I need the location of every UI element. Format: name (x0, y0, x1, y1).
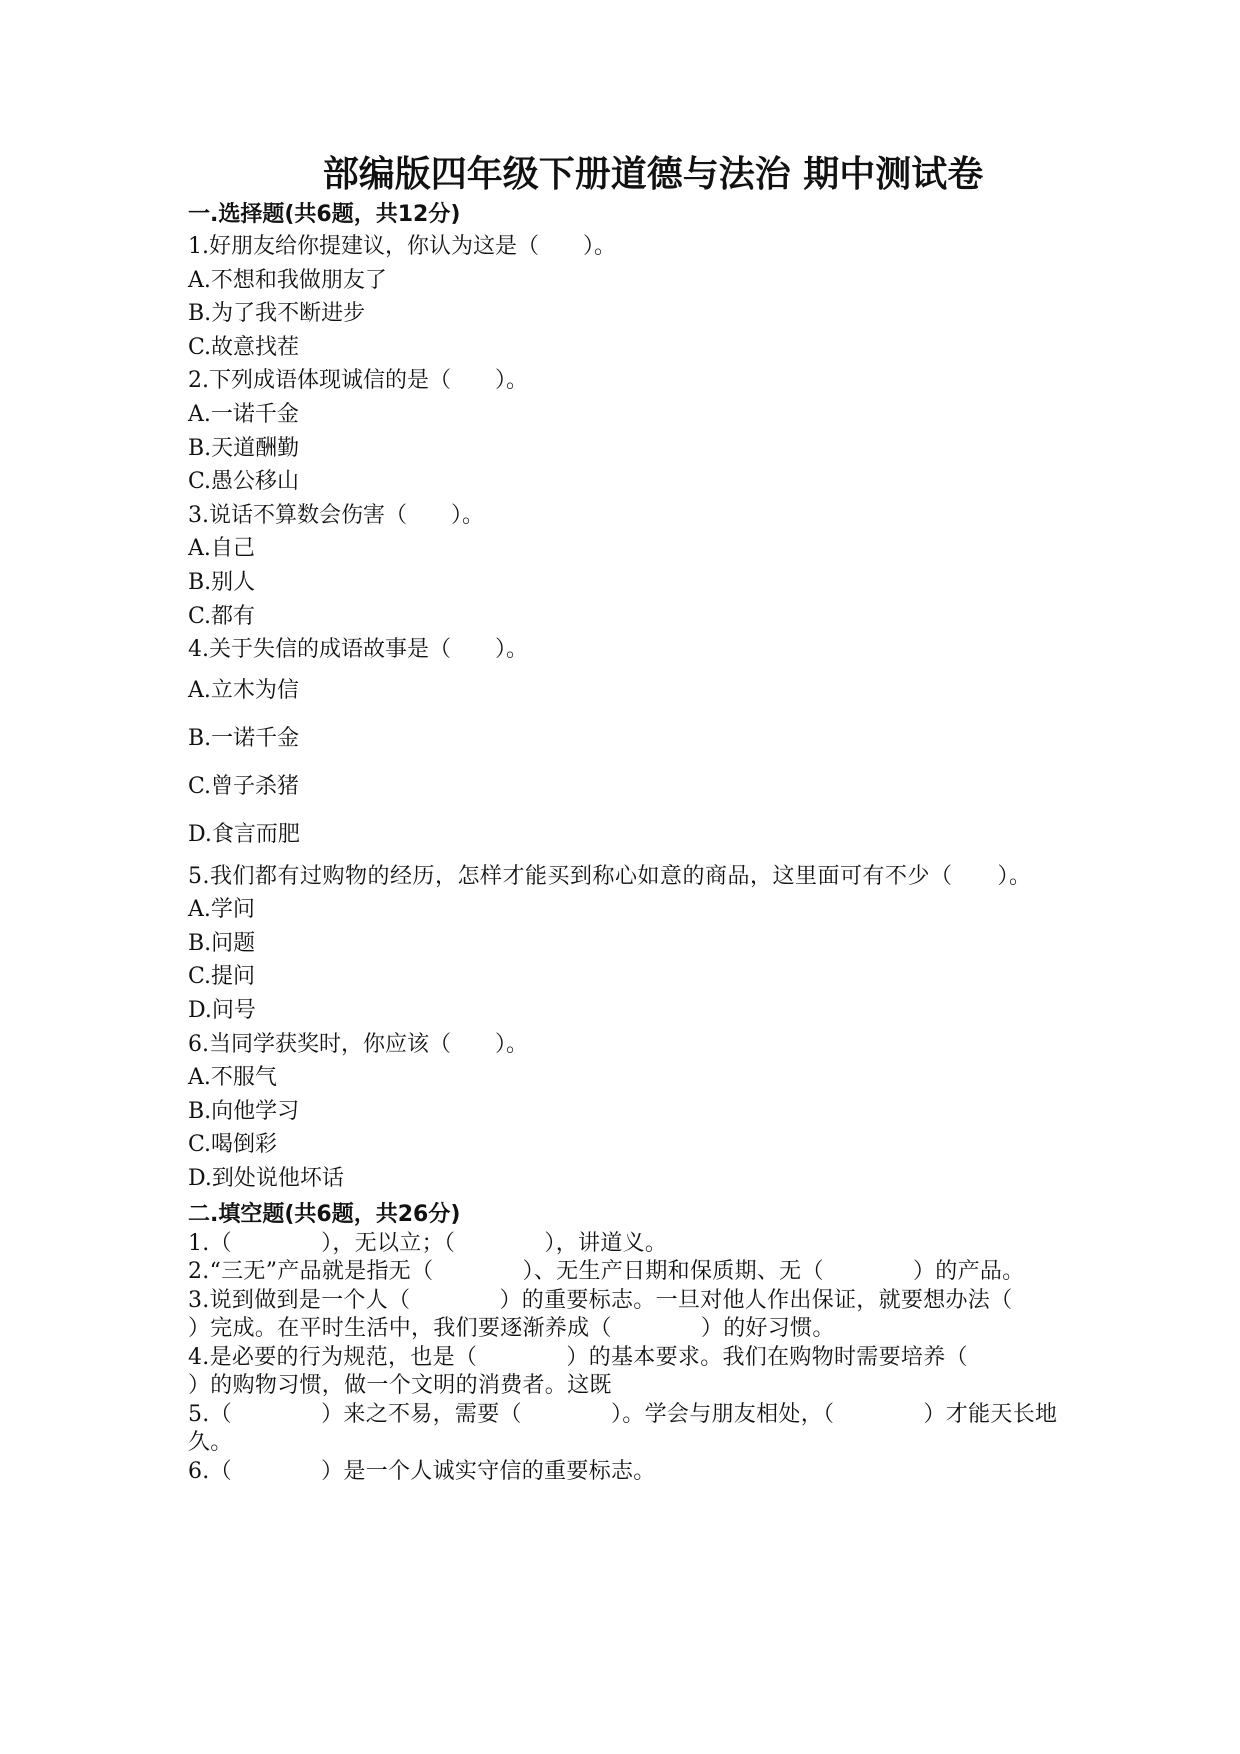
answer-option: A.不想和我做朋友了 (188, 267, 387, 293)
answer-option: C.提问 (188, 964, 256, 990)
fill-question: 5.（ ）来之不易，需要（ ）。学会与朋友相处，（ ）才能天长地久。 (188, 1401, 1058, 1456)
answer-option: B.天道酬勤 (188, 435, 300, 461)
fill-question: 3.说到做到是一个人（ ）的重要标志。一旦对他人作出保证，就要想办法（ ）完成。在平时生活中，我们要逐渐养成（ ）的好习惯。 (188, 1287, 1102, 1342)
answer-option: A.立木为信 (188, 677, 299, 703)
answer-option: D.到处说他坏话 (188, 1165, 344, 1191)
answer-option: A.自己 (188, 536, 255, 562)
question-stem: 3.说话不算数会伤害（ ）。 (188, 502, 484, 528)
answer-option: B.向他学习 (188, 1098, 300, 1124)
question-stem: 5.我们都有过购物的经历，怎样才能买到称心如意的商品，这里面可有不少（ ）。 (188, 863, 1032, 889)
answer-option: A.一诺千金 (188, 401, 299, 427)
question-stem: 2.下列成语体现诚信的是（ ）。 (188, 368, 528, 394)
answer-option: C.故意找茬 (188, 334, 300, 360)
fill-question: 4.是必要的行为规范，也是（ ）的基本要求。我们在购物时需要培养（ ）的购物习惯，做一个文明的消费者。这既 (188, 1344, 1057, 1399)
answer-option: B.问题 (188, 930, 256, 956)
answer-option: C.喝倒彩 (188, 1132, 278, 1158)
section-heading-choice: 一.选择题(共6题，共12分) (188, 202, 461, 227)
answer-option: C.曾子杀猪 (188, 773, 300, 799)
answer-option: A.学问 (188, 897, 255, 923)
answer-option: C.愚公移山 (188, 469, 300, 495)
answer-option: B.别人 (188, 569, 256, 595)
fill-question: 1.（ ），无以立；（ ），讲道义。 (188, 1230, 668, 1256)
exam-page (188, 150, 1102, 1486)
answer-option: C.都有 (188, 603, 256, 629)
exam-title: 部编版四年级下册道德与法治 期中测试卷 (322, 154, 984, 195)
answer-option: B.一诺千金 (188, 725, 300, 751)
section-heading-fill: 二.填空题(共6题，共26分) (188, 1201, 461, 1227)
answer-option: D.问号 (188, 998, 256, 1023)
question-stem: 4.关于失信的成语故事是（ ）。 (188, 637, 528, 663)
question-stem: 1.好朋友给你提建议，你认为这是（ ）。 (188, 234, 616, 259)
question-stem: 6.当同学获奖时，你应该（ ）。 (188, 1031, 528, 1057)
answer-option: D.食言而肥 (188, 821, 300, 847)
answer-option: B.为了我不断进步 (188, 301, 366, 327)
fill-question: 6.（ ）是一个人诚实守信的重要标志。 (188, 1458, 656, 1484)
answer-option: A.不服气 (188, 1065, 277, 1091)
fill-question: 2.“三无”产品就是指无（ ）、无生产日期和保质期、无（ ）的产品。 (188, 1259, 1025, 1285)
